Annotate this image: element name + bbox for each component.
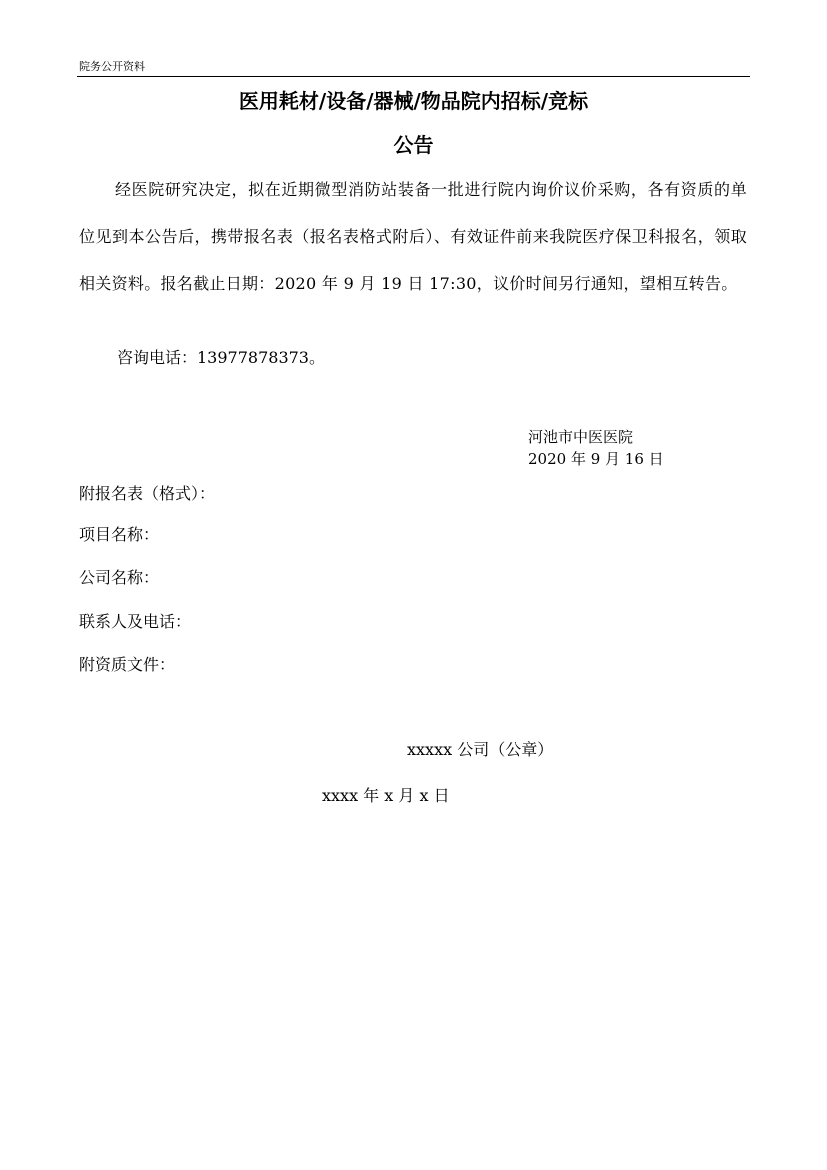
form-field-company-name: 公司名称： [79,568,160,587]
notice-title: 医用耗材/设备/器械/物品院内招标/竞标 [238,89,589,113]
form-field-contact: 联系人及电话： [79,612,192,631]
signature-block [528,426,664,470]
signature-organization: 河池市中医医院 [528,428,634,446]
notice-subtitle: 公告 [393,133,434,157]
contact-phone: 咨询电话：13977878373。 [117,348,325,367]
form-field-qualification: 附资质文件： [79,655,176,674]
header-divider [77,76,750,77]
form-field-project-name: 项目名称： [79,525,160,544]
notice-body: 经医院研究决定，拟在近期微型消防站装备一批进行院内询价议价采购，各有资质的单位见到本公告后，携带报名表（报名表格式附后）、有效证件前来我院医疗保卫科报名，领取相关资料。报名截止日期：2020 年 9 月 19 日 17:30，议价时间另行通知，望相互转告。 [79,180,747,293]
signature-date: 2020 年 9 月 16 日 [528,450,664,468]
company-stamp-placeholder: xxxxx 公司（公章） [407,740,554,759]
header-label: 院务公开资料 [79,60,145,73]
form-date-placeholder: xxxx 年 x 月 x 日 [322,786,450,805]
form-heading: 附报名表（格式）： [79,484,216,503]
